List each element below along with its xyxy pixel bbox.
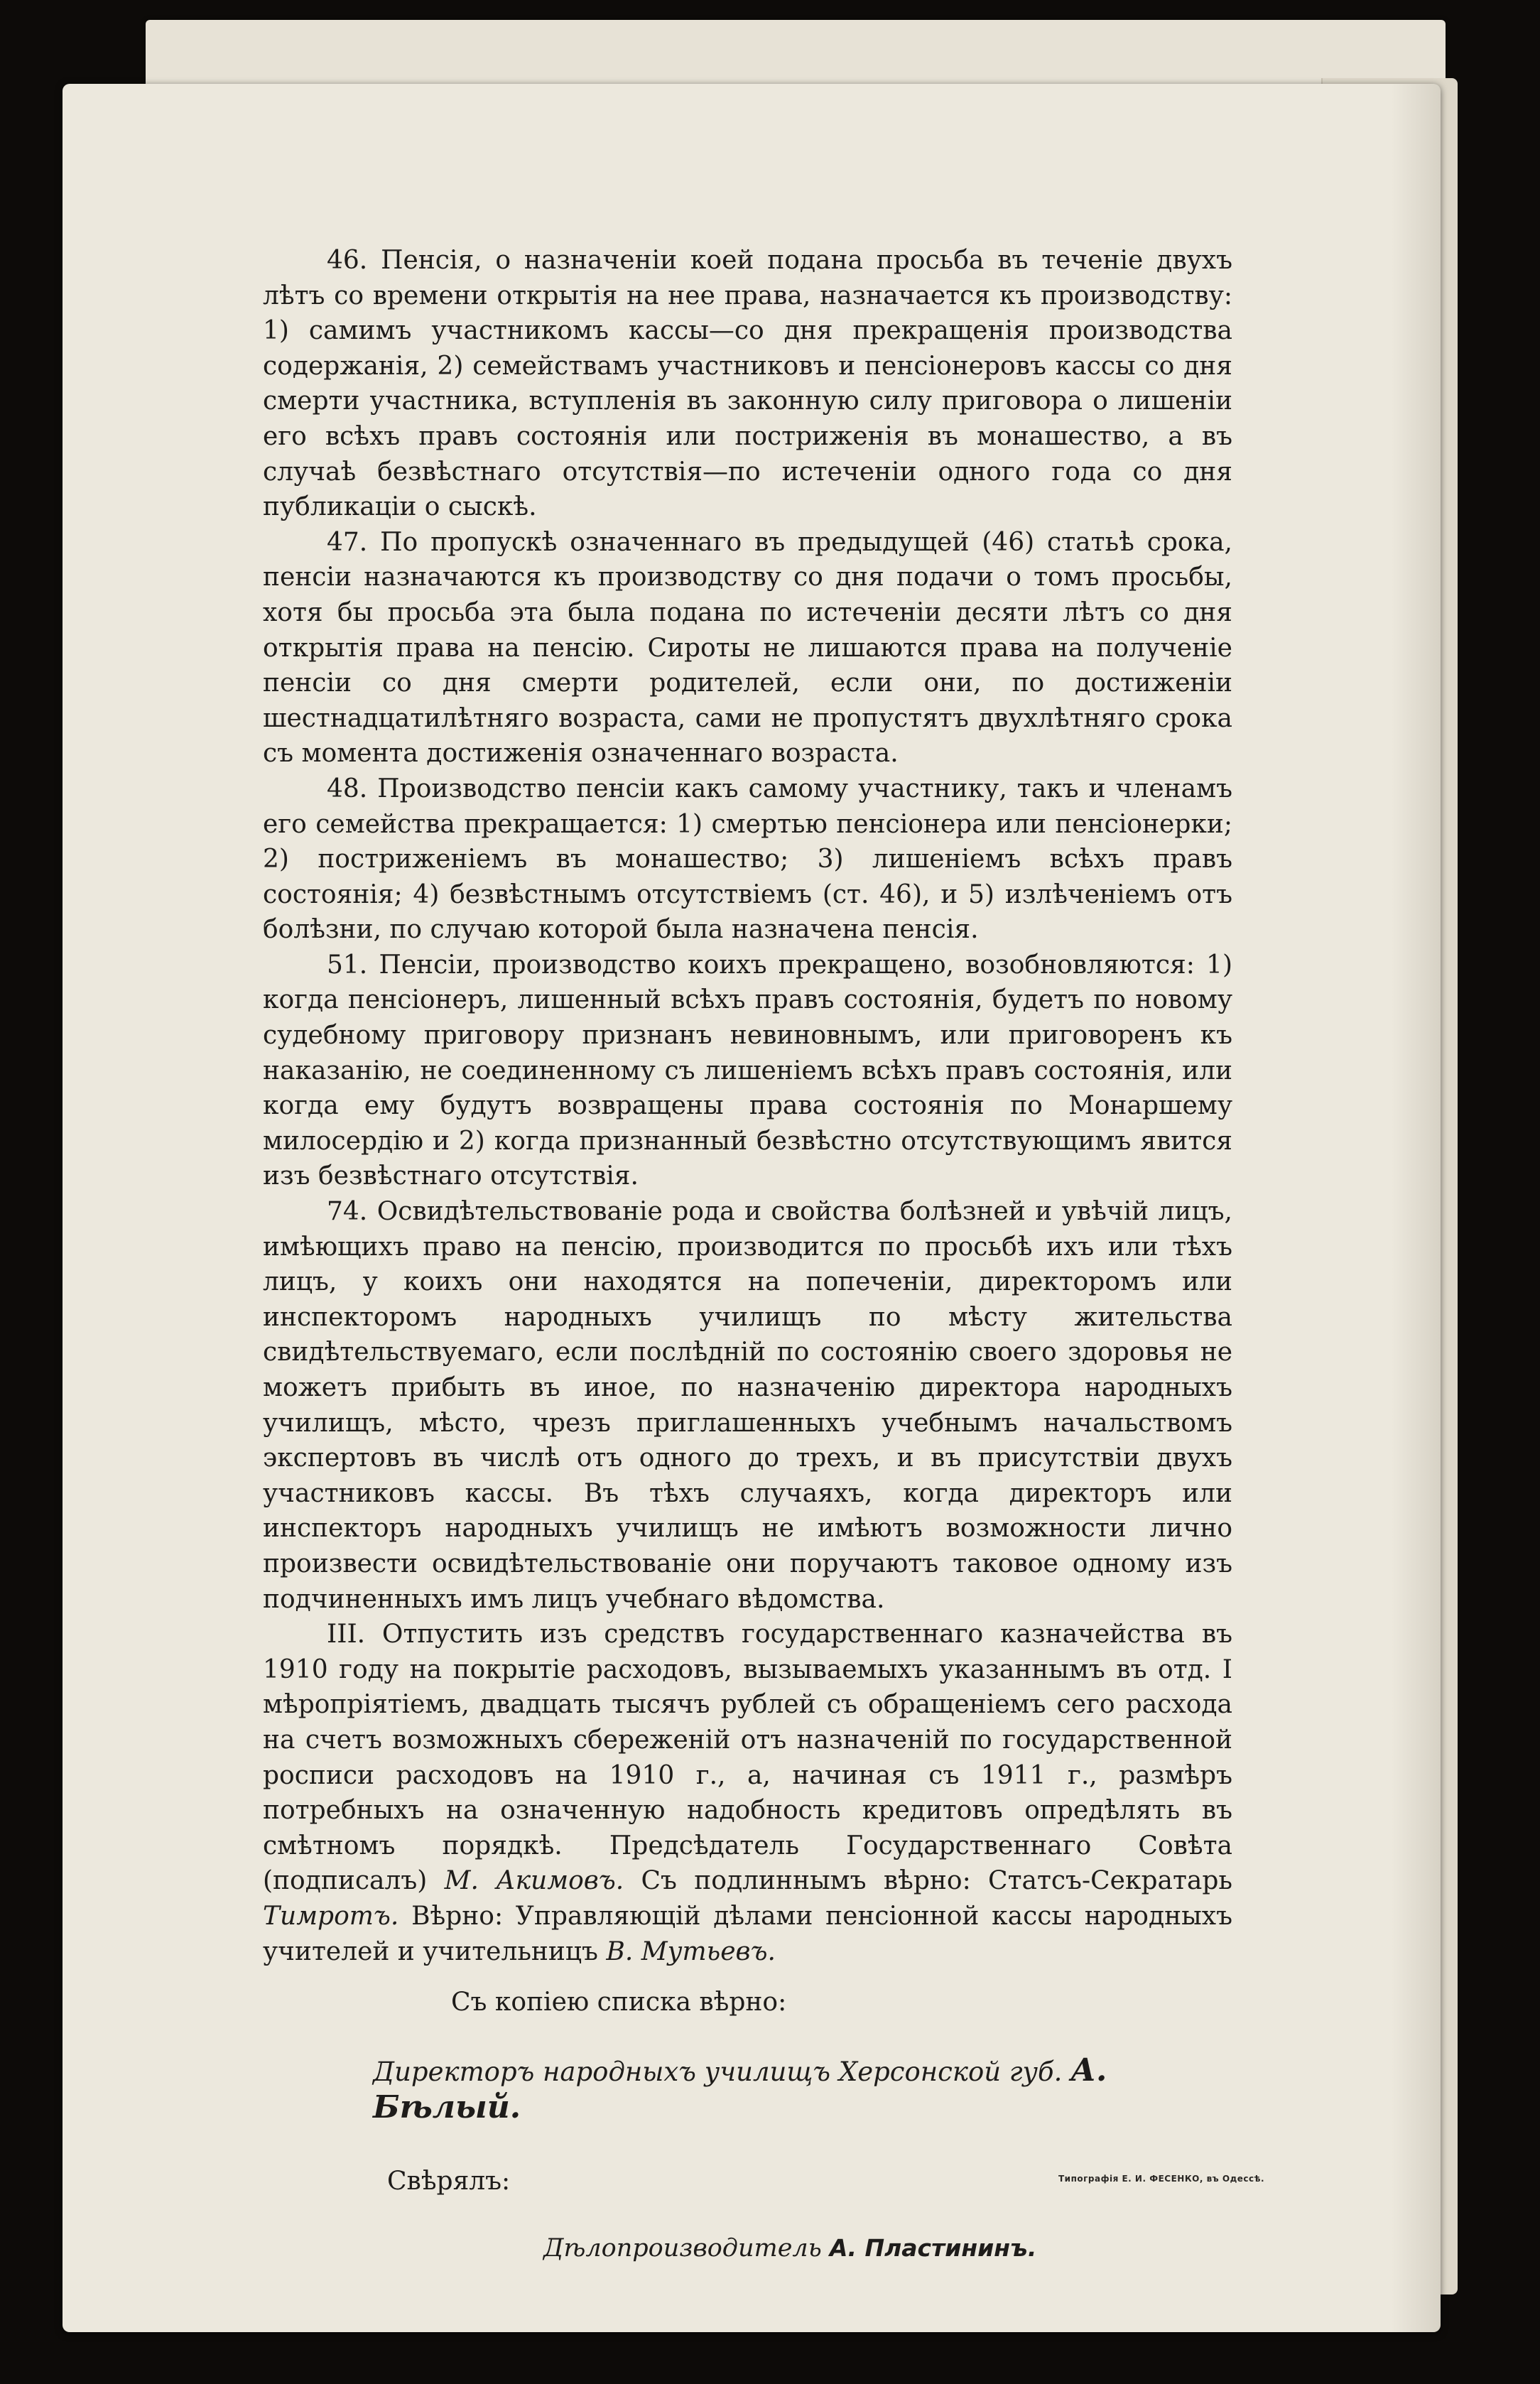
clerk-name: А. Пластининъ. <box>829 2234 1037 2263</box>
paragraph-iii-text: III. Отпустить изъ средствъ государственнаго казначейства въ 1910 году на покрытіе расходовъ, вызываемыхъ указаннымъ въ отд. I мѣропріятіемъ, двадцать тысячъ рублей съ обращеніемъ сего расхода на счетъ возможныхъ сбереженій отъ назначеній по государственной росписи расходовъ на 1910 г., а, начиная съ 1911 г., размѣръ потребныхъ на означенную надобность кредитовъ опредѣлять въ смѣтномъ порядкѣ. Предсѣдатель Государственнаго Совѣта (подписалъ) <box>263 1620 1232 1896</box>
signatory-timrot: Тимротъ. <box>263 1901 399 1931</box>
signatory-akimov: М. Акимовъ. <box>444 1866 624 1896</box>
clerk-signature-line <box>263 2231 1232 2266</box>
paragraph-47: 47. По пропускѣ означеннаго въ предыдущей (46) статьѣ срока, пенсіи назначаются къ производству со дня подачи о томъ просьбы, хотя бы просьба эта была подана по истеченіи десяти лѣтъ со дня открытія права на пенсію. Сироты не лишаются права на полученіе пенсіи со дня смерти родителей, если они, по достиженіи шестнадцатилѣтняго возраста, сами не пропустятъ двухлѣтняго срока съ момента достиженія означеннаго возраста. <box>263 527 1232 769</box>
paragraph-74: 74. Освидѣтельствованіе рода и свойства болѣзней и увѣчій лицъ, имѣющихъ право на пенсію, производится по просьбѣ ихъ или тѣхъ лицъ, у коихъ они находятся на попеченіи, директоромъ или инспекторомъ народныхъ училищъ по мѣсту жительства свидѣтельствуемаго, если послѣдній по состоянію своего здоровья не можетъ прибыть въ иное, по назначенію директора народныхъ училищъ, мѣсто, чрезъ приглашенныхъ учебнымъ начальствомъ экспертовъ въ числѣ отъ одного до трехъ, и въ присутствіи двухъ участниковъ кассы. Въ тѣхъ случаяхъ, когда директоръ или инспекторъ народныхъ училищъ не имѣютъ возможности лично произвести освидѣтельствованіе они поручаютъ таковое одному изъ подчиненныхъ имъ лицъ учебнаго вѣдомства. <box>263 1197 1232 1614</box>
director-name: А. Бѣлый. <box>373 2052 1107 2126</box>
closing-block <box>263 1985 1232 2266</box>
page-edge-shadow <box>1391 84 1441 2332</box>
copy-certification: Съ копіею списка вѣрно: <box>451 1988 787 2017</box>
document-body <box>263 243 1232 2266</box>
paragraph-iii <box>263 1617 1232 1969</box>
director-signature-line <box>263 2053 1232 2127</box>
paragraph-48: 48. Производство пенсіи какъ самому участнику, такъ и членамъ его семейства прекращается: 1) смертью пенсіонера или пенсіонерки; 2) постриженіемъ въ монашество; 3) лишеніемъ всѣхъ правъ состоянія; 4) безвѣстнымъ отсутствіемъ (ст. 46), и 5) излѣченіемъ отъ болѣзни, по случаю которой была назначена пенсія. <box>263 774 1232 945</box>
director-title: Директоръ народныхъ училищъ Херсонской губ. <box>373 2057 1063 2088</box>
signatory-mutiev: В. Мутьевъ. <box>606 1936 776 1966</box>
paragraph-46: 46. Пенсія, о назначеніи коей подана просьба въ теченіе двухъ лѣтъ со времени открытія на нее права, назначается къ производству: 1) самимъ участникомъ кассы—со дня прекращенія производства содержанія, 2) семействамъ участниковъ и пенсіонеровъ кассы со дня смерти участника, вступленія въ законную силу приговора о лишеніи его всѣхъ правъ состоянія или постриженія въ монашество, а въ случаѣ безвѣстнаго отсутствія—по истеченіи одного года со дня публикаціи о сыскѣ. <box>263 246 1232 522</box>
paragraph-51: 51. Пенсіи, производство коихъ прекращено, возобновляются: 1) когда пенсіонеръ, лишенный всѣхъ правъ состоянія, будетъ по новому судебному приговору признанъ невиновнымъ, или приговоренъ къ наказанію, не соединенному съ лишеніемъ всѣхъ правъ состоянія, или когда ему будутъ возвращены права состоянія по Монаршему милосердію и 2) когда признанный безвѣстно отсутствующимъ явится изъ безвѣстнаго отсутствія. <box>263 950 1232 1191</box>
certification-text: Съ подлиннымъ вѣрно: Статсъ-Секратарь <box>641 1866 1232 1896</box>
printer-imprint: Типографія Е. И. ФЕСЕНКО, въ Одессѣ. <box>1058 2174 1265 2184</box>
manager-text: Вѣрно: Управляющій дѣлами пенсіонной кассы народныхъ учителей и учительницъ <box>263 1901 1233 1966</box>
checked-label: Свѣрялъ: <box>387 2167 511 2196</box>
clerk-title: Дѣлопроизводитель <box>543 2234 822 2263</box>
